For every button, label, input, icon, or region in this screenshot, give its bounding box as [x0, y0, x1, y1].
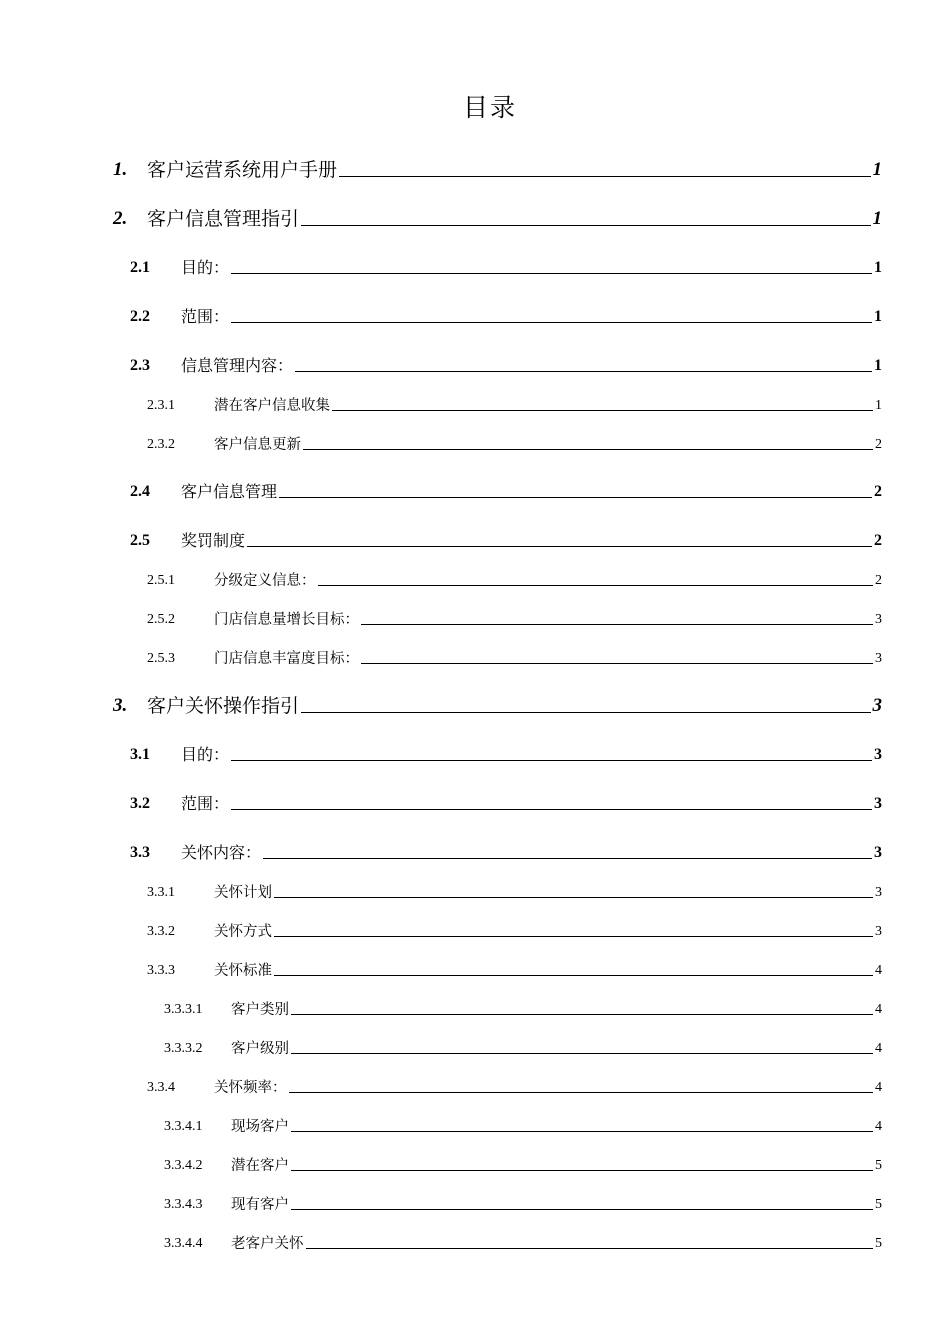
toc-leader-line — [274, 974, 873, 976]
toc-entry-title: 老客户关怀 — [231, 1236, 304, 1252]
toc-entry-page-number: 3 — [875, 924, 882, 939]
toc-entry-title: 信息管理内容： — [181, 356, 294, 375]
toc-entry-page-number: 1 — [874, 259, 882, 276]
toc-entry[interactable] — [147, 1078, 882, 1098]
toc-entry-number: 2.3 — [130, 357, 150, 374]
toc-entry-page-number: 5 — [875, 1236, 882, 1251]
toc-entry[interactable] — [130, 257, 882, 279]
toc-entry[interactable] — [113, 207, 882, 231]
toc-entry-title: 客户信息管理指引 — [147, 208, 300, 230]
toc-entry-number: 2.4 — [130, 483, 150, 500]
toc-entry-number: 3.3.2 — [147, 924, 175, 939]
toc-leader-line — [291, 1130, 873, 1132]
toc-entry-number: 2.5 — [130, 532, 150, 549]
toc-entry-number: 3.3.4.4 — [164, 1236, 203, 1251]
toc-entry-number: 2.3.2 — [147, 437, 175, 452]
toc-entry[interactable] — [130, 842, 882, 864]
toc-entry[interactable] — [130, 793, 882, 815]
toc-entry-number: 2.5.3 — [147, 651, 175, 666]
toc-entry-page-number: 5 — [875, 1158, 882, 1173]
toc-entry-title: 关怀标准 — [214, 963, 272, 979]
toc-entry-number: 3.3.4.1 — [164, 1119, 203, 1134]
toc-entry-page-number: 1 — [875, 398, 882, 413]
toc-leader-line — [247, 545, 872, 547]
toc-entry-title: 关怀内容： — [181, 843, 262, 862]
toc-entry-number: 1. — [113, 159, 128, 180]
toc-entry-number: 3.3.1 — [147, 885, 175, 900]
toc-entry[interactable] — [164, 1156, 882, 1176]
toc-entry[interactable] — [164, 1000, 882, 1020]
toc-entry-number: 3.2 — [130, 795, 150, 812]
toc-leader-line — [301, 711, 870, 713]
toc-entry-title: 客户运营系统用户手册 — [147, 159, 338, 181]
toc-entry-number: 3.1 — [130, 746, 150, 763]
toc-leader-line — [291, 1169, 873, 1171]
toc-leader-line — [274, 935, 873, 937]
toc-leader-line — [291, 1208, 873, 1210]
toc-leader-line — [263, 857, 872, 859]
toc-entry-number: 2.5.2 — [147, 612, 175, 627]
toc-entry-title: 客户关怀操作指引 — [147, 695, 300, 717]
toc-entry-page-number: 2 — [874, 483, 882, 500]
toc-entry-number: 2.2 — [130, 308, 150, 325]
toc-entry[interactable] — [147, 396, 882, 416]
toc-leader-line — [231, 321, 872, 323]
toc-entry-page-number: 4 — [875, 1002, 882, 1017]
toc-entry-title: 目的： — [181, 745, 230, 764]
toc-entry-page-number: 3 — [872, 695, 882, 716]
toc-entry-title: 现有客户 — [231, 1197, 289, 1213]
toc-entry-page-number: 2 — [875, 437, 882, 452]
toc-entry-title: 奖罚制度 — [181, 531, 246, 550]
toc-entry[interactable] — [130, 744, 882, 766]
toc-entry-title: 客户信息管理 — [181, 482, 278, 501]
toc-entry-page-number: 3 — [874, 746, 882, 763]
toc-leader-line — [339, 175, 870, 177]
toc-entry-number: 3.3.4 — [147, 1080, 175, 1095]
toc-leader-line — [361, 623, 873, 625]
toc-entry-title: 潜在客户 — [231, 1158, 289, 1174]
toc-entry-title: 分级定义信息： — [214, 573, 316, 589]
toc-entry-page-number: 4 — [875, 1080, 882, 1095]
toc-entry-number: 3.3.3 — [147, 963, 175, 978]
toc-entry[interactable] — [147, 922, 882, 942]
toc-entry[interactable] — [147, 883, 882, 903]
toc-entry-page-number: 1 — [872, 159, 882, 180]
toc-entry-title: 客户信息更新 — [214, 437, 301, 453]
toc-entry[interactable] — [147, 610, 882, 630]
toc-entry[interactable] — [164, 1117, 882, 1137]
toc-entry-page-number: 1 — [872, 208, 882, 229]
toc-entry-page-number: 1 — [874, 308, 882, 325]
toc-entry[interactable] — [147, 571, 882, 591]
toc-entry-title: 门店信息量增长目标： — [214, 612, 359, 628]
toc-entry-number: 2.5.1 — [147, 573, 175, 588]
toc-leader-line — [291, 1052, 873, 1054]
toc-entry-page-number: 2 — [874, 532, 882, 549]
toc-entry-page-number: 3 — [875, 612, 882, 627]
toc-entry[interactable] — [164, 1234, 882, 1254]
toc-entry-page-number: 4 — [875, 963, 882, 978]
toc-leader-line — [231, 808, 872, 810]
toc-entry[interactable] — [147, 961, 882, 981]
toc-leader-line — [361, 662, 873, 664]
toc-entry-page-number: 1 — [874, 357, 882, 374]
toc-entry[interactable] — [130, 306, 882, 328]
toc-leader-line — [274, 896, 873, 898]
toc-leader-line — [306, 1247, 874, 1249]
toc-leader-line — [301, 224, 870, 226]
toc-entry[interactable] — [147, 649, 882, 669]
toc-entry-number: 2.3.1 — [147, 398, 175, 413]
toc-entry-page-number: 3 — [875, 885, 882, 900]
toc-entry-number: 3.3.3.1 — [164, 1002, 203, 1017]
toc-entry[interactable] — [130, 530, 882, 552]
toc-leader-line — [289, 1091, 874, 1093]
toc-leader-line — [291, 1013, 873, 1015]
toc-leader-line — [231, 759, 872, 761]
toc-entry[interactable] — [164, 1039, 882, 1059]
toc-leader-line — [318, 584, 874, 586]
toc-entry-page-number: 2 — [875, 573, 882, 588]
toc-leader-line — [303, 448, 873, 450]
toc-entry-page-number: 5 — [875, 1197, 882, 1212]
toc-entry-title: 门店信息丰富度目标： — [214, 651, 359, 667]
toc-entry-number: 2. — [113, 208, 128, 229]
toc-entry[interactable] — [164, 1195, 882, 1215]
toc-leader-line — [279, 496, 872, 498]
page-title: 目录 — [462, 93, 517, 122]
toc-entry[interactable] — [130, 355, 882, 377]
toc-entry-number: 3. — [113, 695, 128, 716]
toc-leader-line — [295, 370, 872, 372]
toc-entry[interactable] — [130, 481, 882, 503]
toc-entry-page-number: 4 — [875, 1119, 882, 1134]
toc-entry-title: 范围： — [181, 307, 230, 326]
toc-entry-number: 3.3.4.3 — [164, 1197, 203, 1212]
toc-entry-title: 目的： — [181, 258, 230, 277]
toc-entry-number: 3.3.3.2 — [164, 1041, 203, 1056]
toc-entry-number: 3.3 — [130, 844, 150, 861]
toc-entry-title: 客户类别 — [231, 1002, 289, 1018]
toc-entry[interactable] — [113, 158, 882, 182]
toc-entry-title: 客户级别 — [231, 1041, 289, 1057]
toc-entry[interactable] — [147, 435, 882, 455]
toc-entry-title: 关怀方式 — [214, 924, 272, 940]
toc-leader-line — [332, 409, 873, 411]
toc-entry-title: 潜在客户信息收集 — [214, 398, 330, 414]
toc-entry-title: 现场客户 — [231, 1119, 289, 1135]
toc-entry-page-number: 3 — [875, 651, 882, 666]
toc-entry-title: 关怀计划 — [214, 885, 272, 901]
toc-entry[interactable] — [113, 694, 882, 718]
toc-entry-page-number: 3 — [874, 844, 882, 861]
toc-leader-line — [231, 272, 872, 274]
toc-entry-number: 3.3.4.2 — [164, 1158, 203, 1173]
toc-entry-title: 关怀频率： — [214, 1080, 287, 1096]
toc-entry-number: 2.1 — [130, 259, 150, 276]
toc-entry-page-number: 3 — [874, 795, 882, 812]
toc-entry-title: 范围： — [181, 794, 230, 813]
toc-entry-page-number: 4 — [875, 1041, 882, 1056]
